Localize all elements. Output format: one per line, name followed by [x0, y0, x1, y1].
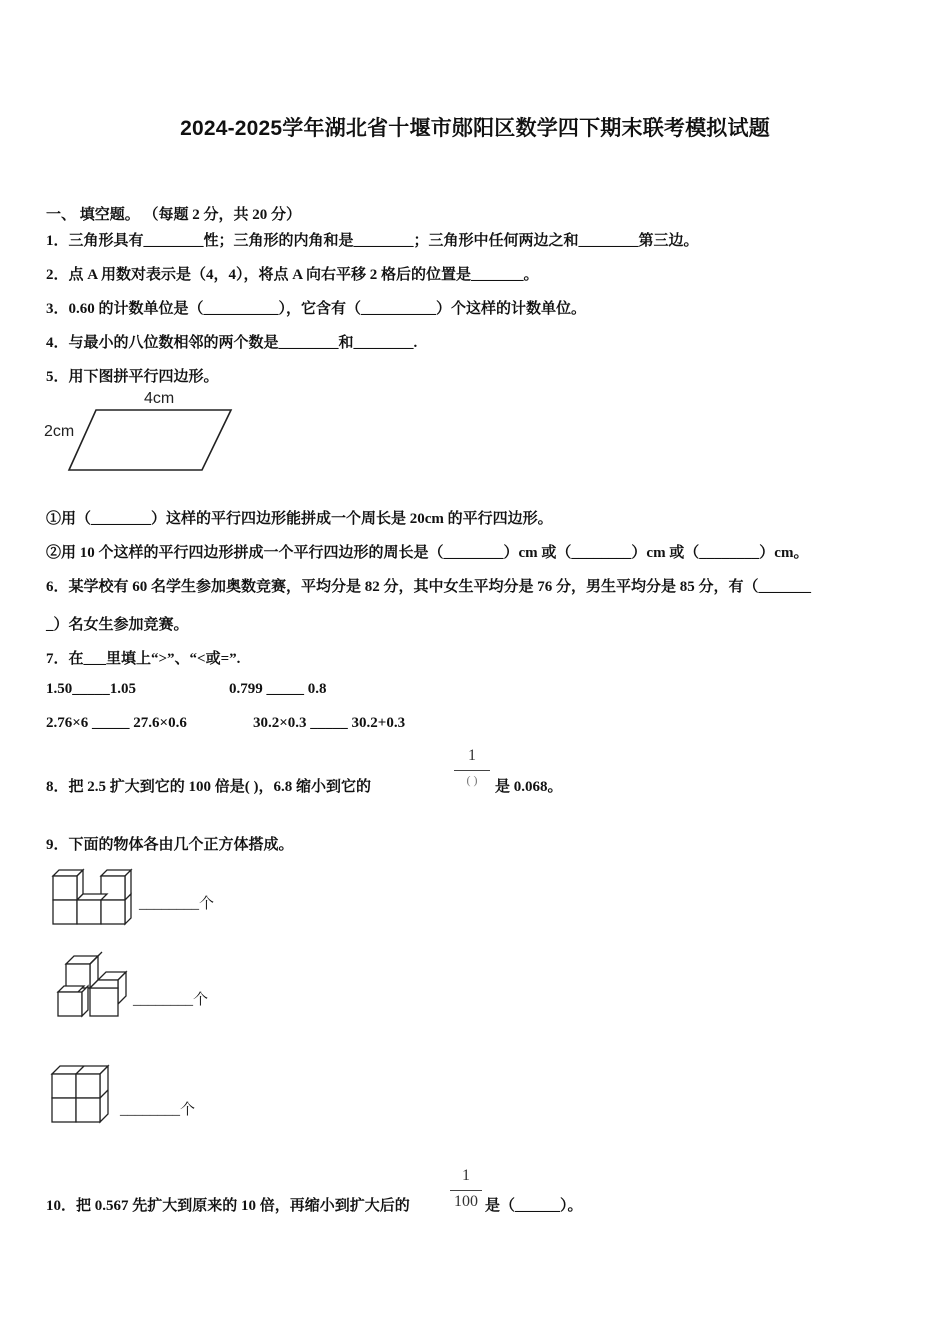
page-title: 2024-2025学年湖北省十堰市郧阳区数学四下期末联考模拟试题: [180, 117, 770, 140]
parallelogram-side-label: 2cm: [44, 423, 75, 440]
q10-fraction-bar: [450, 1190, 482, 1191]
q8-fraction-numerator: 1: [468, 747, 476, 764]
parallelogram-top-label: 4cm: [144, 390, 175, 407]
question-1: 1．三角形具有________性；三角形的内角和是________；三角形中任何两边之和________第三边。: [46, 233, 699, 249]
compare-item-d: 30.2×0.3 _____ 30.2+0.3: [253, 715, 406, 731]
cube-answer-3: ________个: [120, 1102, 196, 1118]
compare-item-a: 1.50_____1.05: [46, 681, 136, 697]
section-heading: 一、 填空题。 （每题 2 分，共 20 分）: [46, 207, 302, 223]
cube-answer-2: ________个: [133, 992, 209, 1008]
q10-fraction-numerator: 1: [462, 1167, 470, 1184]
question-9: 9．下面的物体各由几个正方体搭成。: [46, 837, 294, 853]
question-7: 7．在___里填上“>”、“<或=”.: [46, 651, 241, 667]
question-4: 4．与最小的八位数相邻的两个数是________和________.: [46, 335, 418, 351]
question-3: 3．0.60 的计数单位是（__________），它含有（__________）个这样的计数单位。: [46, 301, 587, 317]
question-8-text: 8．把 2.5 扩大到它的 100 倍是( )，6.8 缩小到它的: [46, 779, 371, 795]
cube-figure-2: [54, 948, 130, 1022]
question-10-text: 10．把 0.567 先扩大到原来的 10 倍，再缩小到扩大后的: [46, 1198, 410, 1214]
question-5-part-2: ②用 10 个这样的平行四边形拼成一个平行四边形的周长是（________）cm 或（________）cm 或（________）cm。: [46, 545, 809, 561]
q8-fraction-bar: [454, 770, 490, 771]
question-5-part-1: ①用（________）这样的平行四边形能拼成一个周长是 20cm 的平行四边形。: [46, 511, 553, 527]
question-10-text-end: 是（______）。: [485, 1198, 583, 1214]
question-2: 2．点 A 用数对表示是（4，4），将点 A 向右平移 2 格后的位置是_______。: [46, 267, 539, 283]
question-6-line-1: 6．某学校有 60 名学生参加奥数竞赛，平均分是 82 分，其中女生平均分是 76 分，男生平均分是 85 分，有（_______: [46, 579, 812, 595]
compare-item-c: 2.76×6 _____ 27.6×0.6: [46, 715, 187, 731]
parallelogram-figure: [66, 408, 236, 474]
cube-figure-3: [48, 1062, 116, 1128]
q8-fraction-denominator: ( ): [466, 773, 478, 787]
compare-item-b: 0.799 _____ 0.8: [229, 681, 327, 697]
question-8-text-end: 是 0.068。: [495, 779, 563, 795]
question-5: 5．用下图拼平行四边形。: [46, 369, 219, 385]
q10-fraction-denominator: 100: [454, 1193, 478, 1210]
cube-figure-1: [50, 864, 134, 926]
cube-answer-1: ________个: [139, 896, 215, 912]
question-6-line-2: _）名女生参加竞赛。: [46, 617, 189, 633]
